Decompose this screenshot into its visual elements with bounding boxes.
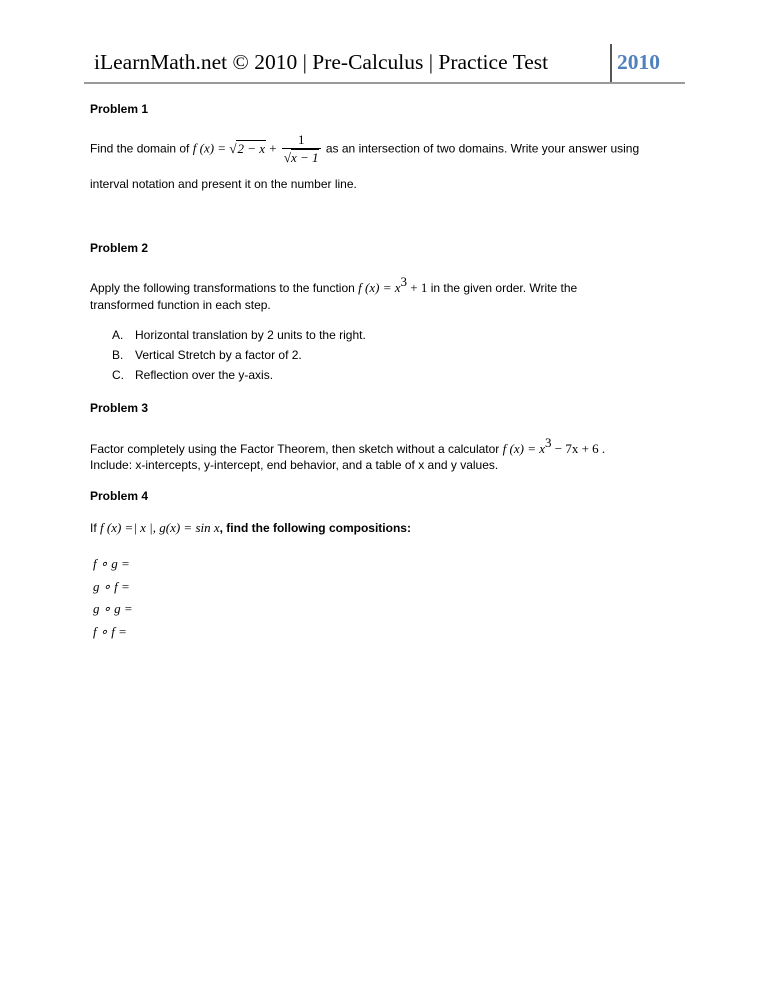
problem3-line2: Include: x-intercepts, y-intercept, end behavior, and a table of x and y values. xyxy=(90,458,499,472)
problem2-fx-tail: + 1 xyxy=(407,280,428,295)
problem1-text-before: Find the domain of xyxy=(90,141,190,156)
header-divider xyxy=(610,44,612,82)
problem2-line1 xyxy=(90,274,577,296)
problem1-fraction xyxy=(282,132,321,167)
problem1-frac-num: 1 xyxy=(297,132,305,147)
problem2-text-after: in the given order. Write the xyxy=(430,281,578,295)
problem1-line2: interval notation and present it on the number line. xyxy=(90,177,357,191)
problem1-frac-den-arg: x − 1 xyxy=(290,150,319,165)
problem1-text-after: as an intersection of two domains. Write your answer using xyxy=(325,141,640,156)
header-title: iLearnMath.net © 2010 | Pre-Calculus | Practice Test xyxy=(94,50,549,74)
problem4-fx: f (x) =| x |, g(x) = sin x xyxy=(100,520,220,535)
problem1-root-arg: 2 − x xyxy=(237,140,265,156)
problem2-exp: 3 xyxy=(400,274,408,289)
list-item-text: Reflection over the y-axis. xyxy=(135,368,274,382)
problem2-heading: Problem 2 xyxy=(90,241,149,255)
composition-f-of-f: f ∘ f = xyxy=(93,624,127,639)
page-header xyxy=(84,44,685,84)
list-item-label: B. xyxy=(112,348,124,362)
list-item-label: A. xyxy=(112,328,124,342)
header-year: 2010 xyxy=(617,50,660,74)
problem3-line1 xyxy=(90,435,605,457)
problem1-fx: f (x) = xyxy=(192,140,230,156)
list-item-text: Horizontal translation by 2 units to the right. xyxy=(135,328,366,342)
problem2-fx: f (x) = x xyxy=(358,280,401,295)
problem1-frac-den: √x − 1 xyxy=(283,150,319,165)
problem3-text-before: Factor completely using the Factor Theorem, then sketch without a calculator xyxy=(90,442,500,456)
problem2-line2: transformed function in each step. xyxy=(90,298,271,312)
composition-f-of-g: f ∘ g = xyxy=(93,556,130,571)
problem3-fx-tail: − 7x + 6 . xyxy=(551,441,606,456)
problem3-fx: f (x) = x xyxy=(502,441,545,456)
problem1-heading: Problem 1 xyxy=(90,102,149,116)
problem1-plus: + xyxy=(266,140,280,156)
composition-g-of-g: g ∘ g = xyxy=(93,601,133,616)
problem3-heading: Problem 3 xyxy=(90,401,149,415)
composition-g-of-f: g ∘ f = xyxy=(93,579,130,594)
problem4-text-if: If xyxy=(90,521,97,535)
problem1-line1 xyxy=(90,132,639,167)
list-item-label: C. xyxy=(112,368,124,382)
problem4-heading: Problem 4 xyxy=(90,489,149,503)
problem4-line1 xyxy=(90,520,411,536)
problem2-text-before: Apply the following transformations to the function xyxy=(90,281,355,295)
problem4-text-after: , find the following compositions: xyxy=(219,521,411,535)
list-item-text: Vertical Stretch by a factor of 2. xyxy=(135,348,302,362)
problem3-exp: 3 xyxy=(545,435,552,450)
sqrt-symbol: √2 − x xyxy=(229,140,265,156)
